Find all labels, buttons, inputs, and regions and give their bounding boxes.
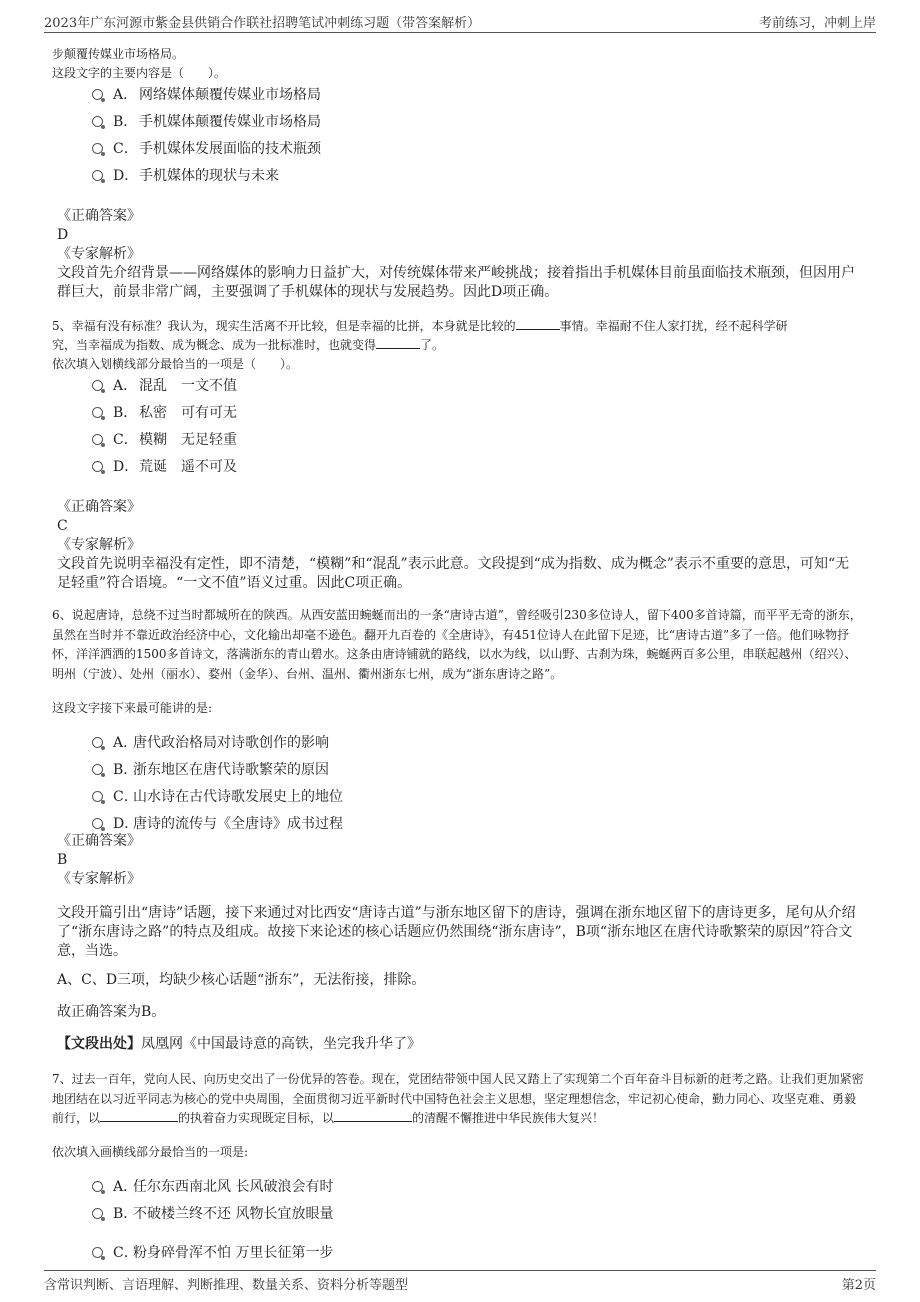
option-text: 手机媒体颠覆传媒业市场格局 xyxy=(139,114,321,130)
option-text: 山水诗在古代诗歌发展史上的地位 xyxy=(133,789,343,805)
fill-blank xyxy=(100,1109,178,1122)
question-stem-line2 xyxy=(52,335,444,355)
option-c[interactable] xyxy=(92,1243,333,1263)
stem-part: 的清醒不懈推进中华民族伟大复兴！ xyxy=(412,1111,605,1125)
radio-icon[interactable] xyxy=(92,380,103,391)
stem-part: 究，当幸福成为指数、成为概念、成为一批标准时，也就变得 xyxy=(52,338,377,352)
analysis-conclusion: 故正确答案为B。 xyxy=(57,1004,166,1020)
option-text: 网络媒体颠覆传媒业市场格局 xyxy=(139,87,321,103)
option-letter: C． xyxy=(113,141,138,157)
radio-icon[interactable] xyxy=(92,1181,103,1192)
analysis-text: A、C、D三项，均缺少核心话题“浙东”，无法衔接，排除。 xyxy=(57,972,426,988)
source-text: 凤凰网《中国最诗意的高铁，坐完我升华了》 xyxy=(141,1036,421,1052)
option-d[interactable] xyxy=(92,814,343,834)
option-text: 手机媒体发展面临的技术瓶颈 xyxy=(139,141,321,157)
radio-icon[interactable] xyxy=(92,818,103,829)
option-letter: B． xyxy=(113,114,138,130)
radio-icon[interactable] xyxy=(92,764,103,775)
stem-part: 了。 xyxy=(420,338,445,352)
document-title: 2023年广东河源市紫金县供销合作联社招聘笔试冲刺练习题（带答案解析） xyxy=(44,16,481,31)
source-label: 【文段出处】 xyxy=(57,1036,141,1052)
page-header xyxy=(44,12,876,33)
analysis-label: 《专家解析》 xyxy=(57,537,141,553)
analysis-text: 文段首先说明幸福没有定性，即不清楚，“模糊”和“混乱”表示此意。文段提到“成为指数、成为概念”表示不重要的意思，可知“无足轻重”符合语境。“一文不值”语义过重。因此C项正确。 xyxy=(57,556,850,591)
radio-icon[interactable] xyxy=(92,89,103,100)
radio-icon[interactable] xyxy=(92,737,103,748)
option-letter: C． xyxy=(113,432,138,448)
option-b[interactable] xyxy=(92,1204,333,1224)
option-letter: A． xyxy=(113,735,138,751)
option-letter: D． xyxy=(113,459,139,475)
option-letter: B． xyxy=(113,762,138,778)
option-letter: B． xyxy=(113,1206,138,1222)
option-text: 任尔东西南北风 长风破浪会有时 xyxy=(133,1179,334,1195)
option-letter: C． xyxy=(113,1245,138,1261)
option-b[interactable] xyxy=(92,112,321,132)
radio-icon[interactable] xyxy=(92,434,103,445)
option-b[interactable] xyxy=(92,760,329,780)
option-text: 手机媒体的现状与未来 xyxy=(139,168,279,184)
option-b[interactable] xyxy=(92,403,237,423)
answer-value: C xyxy=(57,518,68,534)
option-letter: A． xyxy=(113,1179,138,1195)
analysis-text: 文段首先介绍背景——网络媒体的影响力日益扩大，对传统媒体带来严峻挑战；接着指出手机媒体目前虽面临技术瓶颈，但因用户群巨大，前景非常广阔，主要强调了手机媒体的现状与发展趋势。因此D项正确。 xyxy=(57,265,855,300)
answer-label: 《正确答案》 xyxy=(57,833,141,849)
question-prompt: 这段文字的主要内容是（ ）。 xyxy=(52,66,227,80)
question-prompt: 依次填入划横线部分最恰当的一项是（ ）。 xyxy=(52,357,299,371)
option-a[interactable] xyxy=(92,1177,333,1197)
option-text: 唐代政治格局对诗歌创作的影响 xyxy=(133,735,329,751)
option-c[interactable] xyxy=(92,139,321,159)
fill-blank xyxy=(334,1109,412,1122)
option-letter: C． xyxy=(113,789,138,805)
option-c[interactable] xyxy=(92,787,343,807)
option-text: 唐诗的流传与《全唐诗》成书过程 xyxy=(133,816,343,832)
footer-note: 含常识判断、言语理解、判断推理、数量关系、资料分析等题型 xyxy=(44,1278,409,1293)
answer-label: 《正确答案》 xyxy=(57,208,141,224)
option-text: 荒诞 遥不可及 xyxy=(139,459,237,475)
radio-icon[interactable] xyxy=(92,407,103,418)
page-number: 第2页 xyxy=(841,1278,876,1293)
stem-part: 7、过去一百年，党向人民、向历史交出了一份优异的答卷。现在，党团结带领中国人民又踏上了实现第二个百年奋斗目标新的赶考之路。让我们更加紧密地团结在以习近平同志为核心的党中央周围，全面贯彻习近平新时代中国特色社会主义思想，坚定理想信念，牢记初心使命，勤力同心、攻坚克难、勇毅前行，以 xyxy=(52,1072,864,1125)
option-d[interactable] xyxy=(92,457,237,477)
option-a[interactable] xyxy=(92,85,321,105)
option-text: 私密 可有可无 xyxy=(139,405,237,421)
analysis-text: 文段开篇引出“唐诗”话题，接下来通过对比西安“唐诗古道”与浙东地区留下的唐诗，强调在浙东地区留下的唐诗更多，尾句从介绍了“浙东唐诗之路”的特点及组成。故接下来论述的核心话题应仍然围绕“浙东唐诗”，B项“浙东地区在唐代诗歌繁荣的原因”符合文意，当选。 xyxy=(57,905,856,959)
question-stem: 6、说起唐诗，总绕不过当时都城所在的陕西。从西安蓝田蜿蜒而出的一条“唐诗古道”，曾经吸引230多位诗人，留下400多首诗篇，而平平无奇的浙东，虽然在当时并不靠近政治经济中心，文化输出却毫不逊色。翻开九百卷的《全唐诗》，有451位诗人在此留下足迹，比“唐诗古道”多了一倍。他们咏物抒怀，洋洋洒洒的1500多首诗文，落满浙东的青山碧水。这条由唐诗铺就的路线，以水为线，以山野、古刹为珠，蜿蜒两百多公里，串联起越州（绍兴）、明州（宁波）、处州（丽水）、婺州（金华）、台州、温州、衢州浙东七州，成为“浙东唐诗之路”。 xyxy=(52,608,862,681)
question-prompt: 依次填入画横线部分最恰当的一项是: xyxy=(52,1145,249,1159)
option-a[interactable] xyxy=(92,733,329,753)
option-d[interactable] xyxy=(92,166,279,186)
option-text: 粉身碎骨浑不怕 万里长征第一步 xyxy=(133,1245,334,1261)
radio-icon[interactable] xyxy=(92,116,103,127)
answer-value: D xyxy=(57,227,69,243)
source-citation xyxy=(57,1035,421,1054)
question-stem xyxy=(52,1070,864,1129)
header-tagline: 考前练习，冲刺上岸 xyxy=(758,16,876,31)
radio-icon[interactable] xyxy=(92,1247,103,1258)
radio-icon[interactable] xyxy=(92,1208,103,1219)
option-text: 不破楼兰终不还 风物长宜放眼量 xyxy=(133,1206,334,1222)
answer-value: B xyxy=(57,852,68,868)
option-letter: D． xyxy=(113,168,139,184)
radio-icon[interactable] xyxy=(92,170,103,181)
radio-icon[interactable] xyxy=(92,791,103,802)
page-footer xyxy=(44,1270,876,1295)
radio-icon[interactable] xyxy=(92,461,103,472)
option-a[interactable] xyxy=(92,376,237,396)
stem-part: 的执着奋力实现既定目标，以 xyxy=(178,1111,335,1125)
analysis-label: 《专家解析》 xyxy=(57,246,141,262)
fill-blank xyxy=(516,317,560,330)
option-text: 模糊 无足轻重 xyxy=(139,432,237,448)
question-prompt: 这段文字接下来最可能讲的是: xyxy=(52,701,213,715)
radio-icon[interactable] xyxy=(92,143,103,154)
option-letter: A． xyxy=(113,87,138,103)
option-c[interactable] xyxy=(92,430,237,450)
stem-part: 5、幸福有没有标准？我认为，现实生活离不开比较，但是幸福的比拼，本身就是比较的 xyxy=(52,319,516,333)
analysis-label: 《专家解析》 xyxy=(57,871,141,887)
answer-label: 《正确答案》 xyxy=(57,499,141,515)
option-letter: A． xyxy=(113,378,138,394)
question-stem xyxy=(52,316,788,336)
option-letter: B． xyxy=(113,405,138,421)
option-text: 浙东地区在唐代诗歌繁荣的原因 xyxy=(133,762,329,778)
stem-part: 事情。幸福耐不住人家打扰，经不起科学研 xyxy=(559,319,788,333)
option-letter: D． xyxy=(113,816,139,832)
question-stem-tail: 步颠覆传媒业市场格局。 xyxy=(52,47,185,61)
option-text: 混乱 一文不值 xyxy=(139,378,237,394)
fill-blank xyxy=(376,336,420,349)
